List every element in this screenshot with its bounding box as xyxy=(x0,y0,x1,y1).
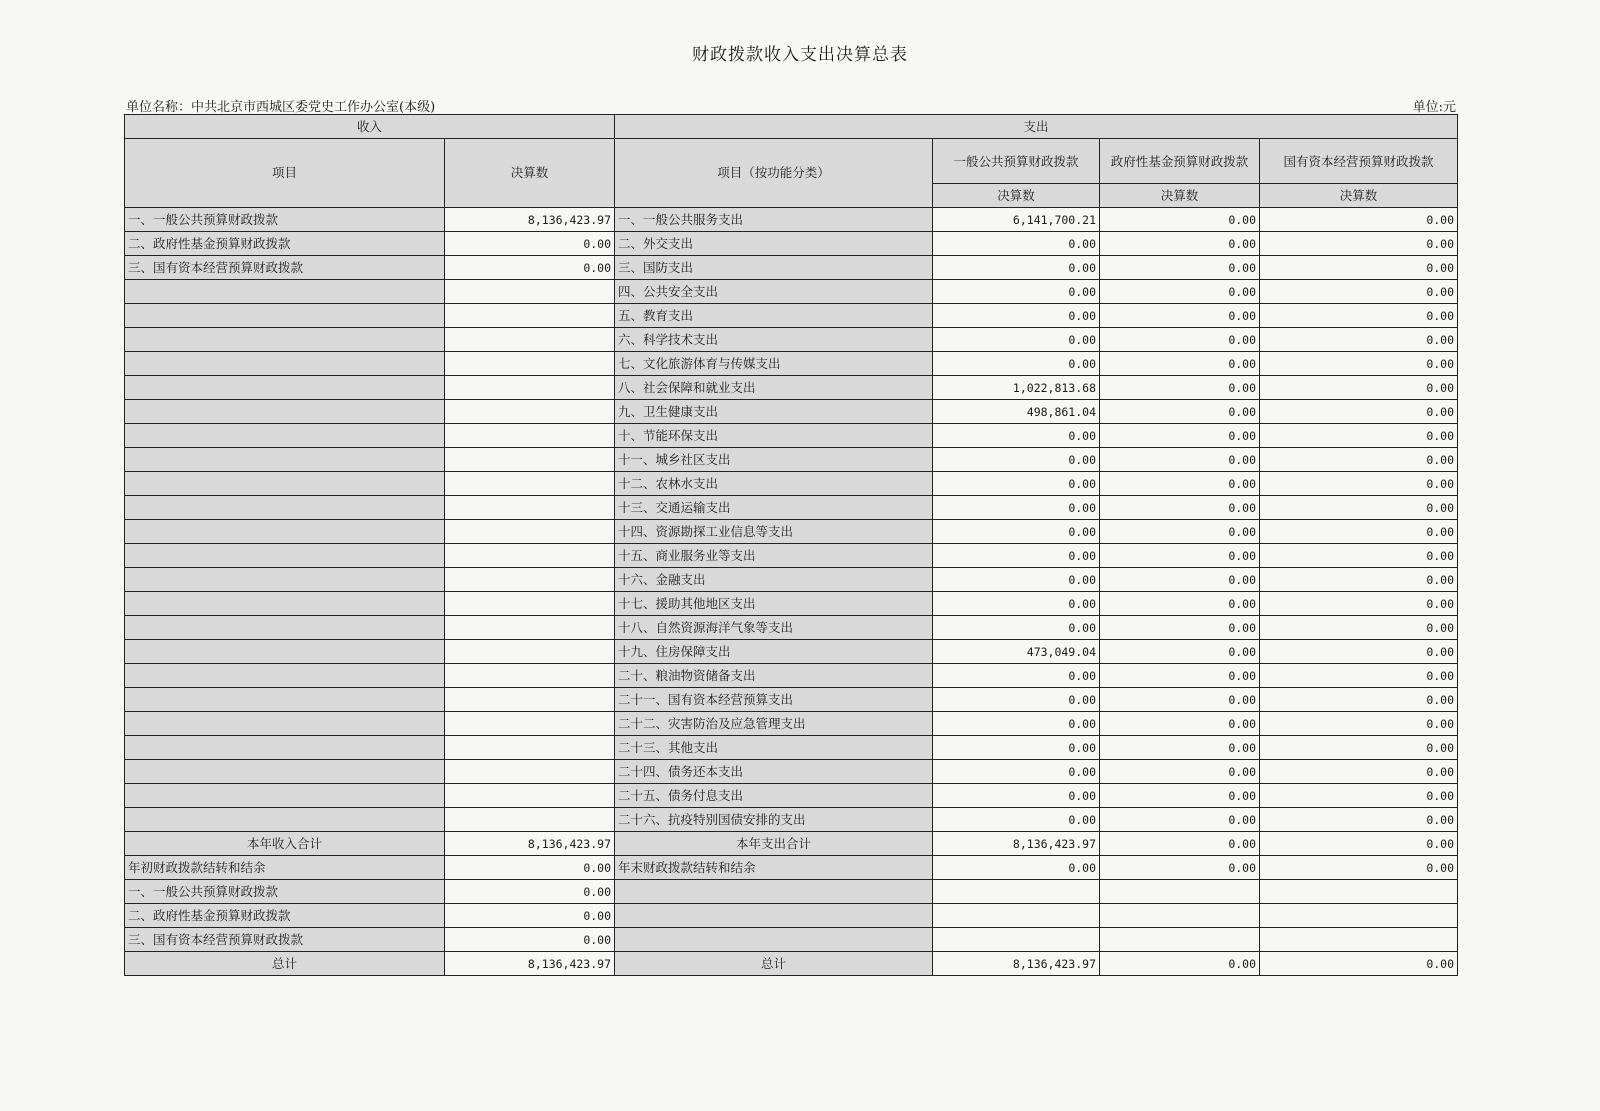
fund-amount-cell: 0.00 xyxy=(1100,616,1260,640)
income-amount-cell xyxy=(445,376,615,400)
income-item-cell xyxy=(125,760,445,784)
expense-grand-total-label: 总计 xyxy=(615,952,933,976)
table-row xyxy=(125,304,1458,328)
expense-item-cell: 七、文化旅游体育与传媒支出 xyxy=(615,352,933,376)
general-amount-cell: 1,022,813.68 xyxy=(933,376,1100,400)
fund-amount-cell: 0.00 xyxy=(1100,592,1260,616)
general-amount-cell: 0.00 xyxy=(933,304,1100,328)
income-item-cell xyxy=(125,568,445,592)
general-amount-cell: 0.00 xyxy=(933,784,1100,808)
general-amount-cell: 0.00 xyxy=(933,736,1100,760)
income-amount-cell: 0.00 xyxy=(445,256,615,280)
general-amount-cell: 0.00 xyxy=(933,520,1100,544)
fund-amount-cell: 0.00 xyxy=(1100,376,1260,400)
fund-amount-cell: 0.00 xyxy=(1100,352,1260,376)
table-row xyxy=(125,472,1458,496)
carry-sub-label: 三、国有资本经营预算财政拨款 xyxy=(125,928,445,952)
carry-sub-row xyxy=(125,904,1458,928)
income-item-cell xyxy=(125,304,445,328)
state-amount-cell: 0.00 xyxy=(1260,304,1458,328)
general-amount-cell: 0.00 xyxy=(933,352,1100,376)
income-amount-cell: 8,136,423.97 xyxy=(445,208,615,232)
general-amount-cell: 0.00 xyxy=(933,688,1100,712)
income-amount-cell xyxy=(445,352,615,376)
carry-sub-row xyxy=(125,880,1458,904)
income-grand-total-label: 总计 xyxy=(125,952,445,976)
fund-amount-cell: 0.00 xyxy=(1100,784,1260,808)
general-amount-cell: 0.00 xyxy=(933,424,1100,448)
income-item-cell xyxy=(125,688,445,712)
carry-sub-amount: 0.00 xyxy=(445,928,615,952)
state-amount-cell: 0.00 xyxy=(1260,424,1458,448)
income-amount-cell xyxy=(445,304,615,328)
expense-item-cell: 二十一、国有资本经营预算支出 xyxy=(615,688,933,712)
state-amount-cell: 0.00 xyxy=(1260,376,1458,400)
state-amount-cell: 0.00 xyxy=(1260,496,1458,520)
fund-amount-cell: 0.00 xyxy=(1100,280,1260,304)
state-amount-cell: 0.00 xyxy=(1260,640,1458,664)
state-amount-cell: 0.00 xyxy=(1260,208,1458,232)
fund-amount-cell: 0.00 xyxy=(1100,688,1260,712)
state-capital-header: 国有资本经营预算财政拨款 xyxy=(1260,139,1458,184)
state-amount-cell: 0.00 xyxy=(1260,448,1458,472)
income-amount-cell xyxy=(445,448,615,472)
state-amount-cell: 0.00 xyxy=(1260,472,1458,496)
general-amount-cell: 0.00 xyxy=(933,568,1100,592)
carry-row xyxy=(125,856,1458,880)
appropriation-table xyxy=(124,114,1458,976)
general-amount-cell: 0.00 xyxy=(933,808,1100,832)
carry-sub-amount: 0.00 xyxy=(445,904,615,928)
fund-amount-cell: 0.00 xyxy=(1100,424,1260,448)
expense-item-cell: 十六、金融支出 xyxy=(615,568,933,592)
table-row xyxy=(125,280,1458,304)
state-amount-cell: 0.00 xyxy=(1260,592,1458,616)
state-amount-cell: 0.00 xyxy=(1260,544,1458,568)
income-item-cell xyxy=(125,664,445,688)
state-amount-cell: 0.00 xyxy=(1260,712,1458,736)
page-title: 财政拨款收入支出决算总表 xyxy=(692,45,908,65)
expense-item-cell: 二十二、灾害防治及应急管理支出 xyxy=(615,712,933,736)
table-row xyxy=(125,328,1458,352)
carry-sub-row xyxy=(125,928,1458,952)
income-amount-cell xyxy=(445,544,615,568)
expense-item-cell: 五、教育支出 xyxy=(615,304,933,328)
income-amount-cell xyxy=(445,760,615,784)
table-row xyxy=(125,736,1458,760)
income-item-cell xyxy=(125,784,445,808)
expense-item-cell: 八、社会保障和就业支出 xyxy=(615,376,933,400)
year-total-row xyxy=(125,832,1458,856)
income-amount-cell xyxy=(445,472,615,496)
fund-grand-total: 0.00 xyxy=(1100,952,1260,976)
fund-amount-cell: 0.00 xyxy=(1100,448,1260,472)
table-row xyxy=(125,784,1458,808)
table-row xyxy=(125,448,1458,472)
income-amount-cell xyxy=(445,808,615,832)
state-amount-cell: 0.00 xyxy=(1260,400,1458,424)
income-amount-cell xyxy=(445,712,615,736)
income-item-cell xyxy=(125,592,445,616)
income-year-total-label: 本年收入合计 xyxy=(125,832,445,856)
fund-amount-cell: 0.00 xyxy=(1100,400,1260,424)
table-row xyxy=(125,592,1458,616)
fund-amount-cell: 0.00 xyxy=(1100,496,1260,520)
state-amount-cell: 0.00 xyxy=(1260,352,1458,376)
general-grand-total: 8,136,423.97 xyxy=(933,952,1100,976)
table-row xyxy=(125,208,1458,232)
income-amount-cell xyxy=(445,664,615,688)
expense-item-cell: 二、外交支出 xyxy=(615,232,933,256)
income-item-cell xyxy=(125,520,445,544)
fund-carry: 0.00 xyxy=(1100,856,1260,880)
general-amount-cell: 0.00 xyxy=(933,664,1100,688)
state-amount-cell: 0.00 xyxy=(1260,328,1458,352)
income-amount-cell xyxy=(445,280,615,304)
table-row xyxy=(125,232,1458,256)
income-amount-header: 决算数 xyxy=(445,139,615,208)
fund-amount-cell: 0.00 xyxy=(1100,328,1260,352)
expense-item-cell: 十八、自然资源海洋气象等支出 xyxy=(615,616,933,640)
table-row xyxy=(125,376,1458,400)
expense-item-cell: 四、公共安全支出 xyxy=(615,280,933,304)
state-amount-cell: 0.00 xyxy=(1260,568,1458,592)
income-item-header: 项目 xyxy=(125,139,445,208)
general-amount-cell: 0.00 xyxy=(933,616,1100,640)
expense-carry-label: 年末财政拨款结转和结余 xyxy=(615,856,933,880)
income-header: 收入 xyxy=(125,115,615,139)
general-amount-cell: 6,141,700.21 xyxy=(933,208,1100,232)
grand-total-row xyxy=(125,952,1458,976)
state-amount-cell: 0.00 xyxy=(1260,616,1458,640)
state-amount-cell: 0.00 xyxy=(1260,232,1458,256)
fund-amount-header: 决算数 xyxy=(1100,184,1260,208)
general-amount-cell: 0.00 xyxy=(933,328,1100,352)
fund-amount-cell: 0.00 xyxy=(1100,544,1260,568)
income-item-cell xyxy=(125,616,445,640)
income-year-total-amount: 8,136,423.97 xyxy=(445,832,615,856)
income-item-cell xyxy=(125,400,445,424)
unit-label: 单位:元 xyxy=(1412,100,1456,115)
fund-budget-header: 政府性基金预算财政拨款 xyxy=(1100,139,1260,184)
income-amount-cell xyxy=(445,784,615,808)
expense-item-cell: 十一、城乡社区支出 xyxy=(615,448,933,472)
general-amount-cell: 0.00 xyxy=(933,712,1100,736)
general-amount-cell: 498,861.04 xyxy=(933,400,1100,424)
expense-item-cell: 十二、农林水支出 xyxy=(615,472,933,496)
state-grand-total: 0.00 xyxy=(1260,952,1458,976)
expense-item-cell: 二十四、债务还本支出 xyxy=(615,760,933,784)
state-amount-cell: 0.00 xyxy=(1260,280,1458,304)
income-carry-amount: 0.00 xyxy=(445,856,615,880)
expense-item-cell: 六、科学技术支出 xyxy=(615,328,933,352)
income-amount-cell xyxy=(445,736,615,760)
expense-item-cell: 十四、资源勘探工业信息等支出 xyxy=(615,520,933,544)
expense-item-cell: 九、卫生健康支出 xyxy=(615,400,933,424)
general-amount-cell: 0.00 xyxy=(933,472,1100,496)
table-row xyxy=(125,544,1458,568)
income-amount-cell xyxy=(445,616,615,640)
income-amount-cell xyxy=(445,496,615,520)
state-amount-cell: 0.00 xyxy=(1260,664,1458,688)
general-amount-header: 决算数 xyxy=(933,184,1100,208)
table-row xyxy=(125,256,1458,280)
income-grand-total-amount: 8,136,423.97 xyxy=(445,952,615,976)
expense-item-cell: 二十、粮油物资储备支出 xyxy=(615,664,933,688)
expense-header: 支出 xyxy=(615,115,1458,139)
fund-amount-cell: 0.00 xyxy=(1100,736,1260,760)
fund-amount-cell: 0.00 xyxy=(1100,760,1260,784)
fund-amount-cell: 0.00 xyxy=(1100,808,1260,832)
table-row xyxy=(125,424,1458,448)
income-item-cell xyxy=(125,496,445,520)
income-item-cell xyxy=(125,472,445,496)
state-amount-cell: 0.00 xyxy=(1260,736,1458,760)
income-amount-cell: 0.00 xyxy=(445,232,615,256)
table-row xyxy=(125,400,1458,424)
general-year-total: 8,136,423.97 xyxy=(933,832,1100,856)
expense-item-header: 项目（按功能分类） xyxy=(615,139,933,208)
fund-amount-cell: 0.00 xyxy=(1100,568,1260,592)
income-amount-cell xyxy=(445,328,615,352)
fund-amount-cell: 0.00 xyxy=(1100,232,1260,256)
carry-sub-label: 一、一般公共预算财政拨款 xyxy=(125,880,445,904)
fund-amount-cell: 0.00 xyxy=(1100,640,1260,664)
expense-year-total-label: 本年支出合计 xyxy=(615,832,933,856)
table-row xyxy=(125,568,1458,592)
income-amount-cell xyxy=(445,640,615,664)
state-amount-cell: 0.00 xyxy=(1260,256,1458,280)
table-row xyxy=(125,712,1458,736)
general-amount-cell: 0.00 xyxy=(933,232,1100,256)
income-item-cell xyxy=(125,544,445,568)
income-item-cell xyxy=(125,328,445,352)
income-item-cell xyxy=(125,376,445,400)
fund-year-total: 0.00 xyxy=(1100,832,1260,856)
table-row xyxy=(125,760,1458,784)
expense-item-cell: 二十六、抗疫特别国债安排的支出 xyxy=(615,808,933,832)
table-row xyxy=(125,688,1458,712)
fund-amount-cell: 0.00 xyxy=(1100,664,1260,688)
fund-amount-cell: 0.00 xyxy=(1100,712,1260,736)
carry-sub-label: 二、政府性基金预算财政拨款 xyxy=(125,904,445,928)
general-budget-header: 一般公共预算财政拨款 xyxy=(933,139,1100,184)
income-item-cell: 一、一般公共预算财政拨款 xyxy=(125,208,445,232)
expense-item-cell: 十七、援助其他地区支出 xyxy=(615,592,933,616)
income-item-cell xyxy=(125,712,445,736)
general-amount-cell: 0.00 xyxy=(933,496,1100,520)
income-amount-cell xyxy=(445,688,615,712)
state-amount-cell: 0.00 xyxy=(1260,688,1458,712)
table-row xyxy=(125,664,1458,688)
expense-item-cell: 十五、商业服务业等支出 xyxy=(615,544,933,568)
income-item-cell xyxy=(125,736,445,760)
expense-item-cell: 十、节能环保支出 xyxy=(615,424,933,448)
fund-amount-cell: 0.00 xyxy=(1100,208,1260,232)
income-item-cell xyxy=(125,448,445,472)
expense-item-cell: 一、一般公共服务支出 xyxy=(615,208,933,232)
income-item-cell: 二、政府性基金预算财政拨款 xyxy=(125,232,445,256)
expense-item-cell: 二十五、债务付息支出 xyxy=(615,784,933,808)
general-amount-cell: 0.00 xyxy=(933,256,1100,280)
table-row xyxy=(125,640,1458,664)
income-amount-cell xyxy=(445,592,615,616)
table-row xyxy=(125,352,1458,376)
income-amount-cell xyxy=(445,520,615,544)
income-amount-cell xyxy=(445,400,615,424)
fund-amount-cell: 0.00 xyxy=(1100,256,1260,280)
state-amount-header: 决算数 xyxy=(1260,184,1458,208)
income-item-cell xyxy=(125,640,445,664)
income-item-cell xyxy=(125,352,445,376)
expense-item-cell: 三、国防支出 xyxy=(615,256,933,280)
state-amount-cell: 0.00 xyxy=(1260,784,1458,808)
general-amount-cell: 0.00 xyxy=(933,544,1100,568)
income-amount-cell xyxy=(445,424,615,448)
expense-item-cell: 十三、交通运输支出 xyxy=(615,496,933,520)
carry-sub-amount: 0.00 xyxy=(445,880,615,904)
general-amount-cell: 0.00 xyxy=(933,280,1100,304)
table-row xyxy=(125,520,1458,544)
state-year-total: 0.00 xyxy=(1260,832,1458,856)
general-amount-cell: 473,049.04 xyxy=(933,640,1100,664)
table-row xyxy=(125,616,1458,640)
state-carry: 0.00 xyxy=(1260,856,1458,880)
income-amount-cell xyxy=(445,568,615,592)
general-carry: 0.00 xyxy=(933,856,1100,880)
general-amount-cell: 0.00 xyxy=(933,760,1100,784)
income-item-cell xyxy=(125,424,445,448)
state-amount-cell: 0.00 xyxy=(1260,520,1458,544)
general-amount-cell: 0.00 xyxy=(933,592,1100,616)
income-item-cell: 三、国有资本经营预算财政拨款 xyxy=(125,256,445,280)
income-item-cell xyxy=(125,280,445,304)
income-carry-label: 年初财政拨款结转和结余 xyxy=(125,856,445,880)
state-amount-cell: 0.00 xyxy=(1260,808,1458,832)
expense-item-cell: 十九、住房保障支出 xyxy=(615,640,933,664)
fund-amount-cell: 0.00 xyxy=(1100,304,1260,328)
unit-name: 单位名称：中共北京市西城区委党史工作办公室(本级) xyxy=(126,100,436,115)
fund-amount-cell: 0.00 xyxy=(1100,472,1260,496)
table-row xyxy=(125,496,1458,520)
expense-item-cell: 二十三、其他支出 xyxy=(615,736,933,760)
general-amount-cell: 0.00 xyxy=(933,448,1100,472)
fund-amount-cell: 0.00 xyxy=(1100,520,1260,544)
state-amount-cell: 0.00 xyxy=(1260,760,1458,784)
table-row xyxy=(125,808,1458,832)
income-item-cell xyxy=(125,808,445,832)
